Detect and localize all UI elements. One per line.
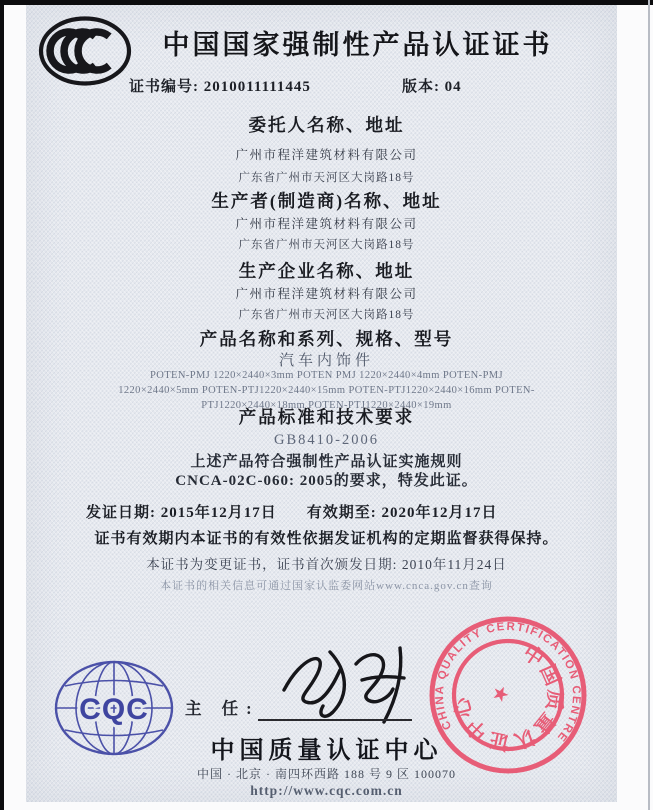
factory-address: 广东省广州市天河区大岗路18号 [238,309,415,321]
applicant-address: 广东省广州市天河区大岗路18号 [238,172,415,184]
standard-heading: 产品标准和技术要求 [238,407,415,427]
director-label: 主 任: [185,699,260,718]
compliance-line: CNCA-02C-060: 2005的要求，特发此证。 [175,473,478,489]
cqc-logo-text: CQC [79,693,149,726]
org-name: 中国质量认证中心 [210,738,443,764]
certificate-version: 版本: 04 [401,79,462,95]
applicant-company: 广州市程洋建筑材料有限公司 [235,148,418,162]
query-statement: 本证书的相关信息可通过国家认监委网站www.cnca.gov.cn查询 [160,580,493,592]
certificate-number: 证书编号: 2010011111445 [129,79,311,95]
product-heading: 产品名称和系列、规格、型号 [199,329,454,349]
certificate-title: 中国国家强制性产品认证证书 [162,30,553,60]
applicant-heading: 委托人名称、地址 [248,115,405,135]
model-line: 1220×2440×5mm POTEN-PTJ1220×2440×15mm POTEN-PTJ1220×2440×16mm POTEN- [118,385,535,396]
model-line: POTEN-PMJ 1220×2440×3mm POTEN PMJ 1220×2440×4mm POTEN-PMJ [149,370,504,381]
manufacturer-heading: 生产者(制造商)名称、地址 [211,191,442,211]
stamp-inner-text: 中国质量认证中心 [450,641,566,754]
stamp-star-icon: ★ [488,683,513,705]
standard-value: GB8410-2006 [274,432,379,448]
org-website: http://www.cqc.com.cn [250,783,403,798]
factory-heading: 生产企业名称、地址 [238,261,415,281]
issue-date: 发证日期: 2015年12月17日 [86,505,277,521]
director-signature [272,636,422,728]
compliance-statement [0,453,653,491]
certificate-number-row [0,75,653,96]
cqc-red-stamp [426,613,590,777]
model-line: PTJ1220×2440×18mm POTEN-PTJ1220×2440×19mm [201,400,452,411]
dates-row [0,501,653,522]
expiry-date: 有效期至: 2020年12月17日 [306,505,498,521]
scan-edge-top [0,0,653,5]
org-address: 中国 · 北京 · 南四环西路 188 号 9 区 100070 [197,767,456,781]
validity-statement: 证书有效期内本证书的有效性依据发证机构的定期监督获得保持。 [94,531,559,547]
stamp-ring-text: CHINA QUALITY CERTIFICATION CENTRE [433,620,583,745]
manufacturer-address: 广东省广州市天河区大岗路18号 [238,239,415,251]
compliance-line: 上述产品符合强制性产品认证实施规则 [190,454,463,470]
signature-underline [258,719,412,721]
product-name: 汽车内饰件 [278,353,374,369]
change-statement: 本证书为变更证书，证书首次颁发日期: 2010年11月24日 [146,557,507,572]
manufacturer-company: 广州市程洋建筑材料有限公司 [235,217,418,231]
factory-company: 广州市程洋建筑材料有限公司 [235,287,418,301]
